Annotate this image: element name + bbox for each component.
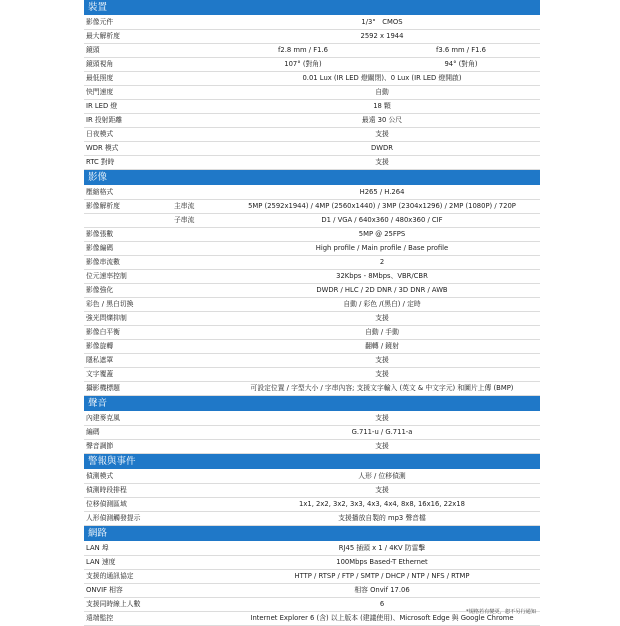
spec-row [84, 100, 540, 114]
spec-row [84, 156, 540, 170]
spec-label: 隱私遮罩 [86, 356, 114, 364]
spec-label: 影像編碼 [86, 244, 114, 252]
spec-label: RTC 對時 [86, 158, 115, 166]
spec-row [84, 542, 540, 556]
spec-label: 攝影機標題 [86, 384, 120, 392]
spec-label: LAN 速度 [86, 558, 116, 566]
spec-value: 18 顆 [373, 102, 391, 110]
spec-value: 最遠 30 公尺 [361, 116, 403, 124]
spec-label: 影像串流數 [86, 258, 120, 266]
spec-row [84, 142, 540, 156]
spec-value: 107° (對角) [284, 60, 322, 68]
spec-value: 6 [379, 600, 385, 608]
spec-value: 94° (對角) [444, 60, 478, 68]
spec-label: 影像元件 [86, 18, 114, 26]
spec-label: IR LED 燈 [86, 102, 118, 110]
spec-value: 支援 [375, 314, 389, 322]
spec-row [84, 326, 540, 340]
spec-value: Internet Explorer 6 (含) 以上版本 (建議使用)、Microsoft Edge 與 Google Chrome [250, 614, 514, 622]
spec-value: f3.6 mm / F1.6 [436, 46, 486, 54]
spec-label: 影像解析度 [86, 202, 120, 210]
spec-row [84, 298, 540, 312]
spec-label: WDR 模式 [86, 144, 119, 152]
spec-value: 支援 [375, 356, 389, 364]
spec-label: 鏡頭 [86, 46, 100, 54]
spec-row [84, 340, 540, 354]
spec-label: 影像強化 [86, 286, 114, 294]
section-header: 聲音 [84, 396, 540, 412]
spec-value: 自動 [375, 88, 389, 96]
spec-row [84, 556, 540, 570]
spec-row [84, 256, 540, 270]
spec-value: 自動 / 彩色 /(黑白) / 定時 [343, 300, 421, 308]
spec-value: 可設定位置 / 字型大小 / 字串內容; 支援文字輸入 (英文 & 中文字元) 和圖片上傳 (BMP) [250, 384, 514, 392]
spec-row [84, 570, 540, 584]
spec-row [84, 270, 540, 284]
spec-row [84, 186, 540, 200]
spec-value: 5MP @ 25FPS [358, 230, 406, 238]
spec-value: 2592 x 1944 [360, 32, 404, 40]
spec-row [84, 30, 540, 44]
spec-value: 翻轉 / 鏡射 [365, 342, 399, 350]
spec-value: DWDR / HLC / 2D DNR / 3D DNR / AWB [316, 286, 448, 294]
spec-label: 偵測時段排程 [86, 486, 127, 494]
spec-row [84, 214, 540, 228]
spec-value: 支援 [375, 486, 389, 494]
spec-row [84, 284, 540, 298]
spec-value: 1/3" CMOS [361, 18, 403, 26]
spec-label: 編碼 [86, 428, 100, 436]
spec-label: 影像張數 [86, 230, 114, 238]
spec-value: 支援 [375, 442, 389, 450]
spec-row [84, 114, 540, 128]
spec-value: 支援 [375, 130, 389, 138]
spec-row [84, 128, 540, 142]
spec-row [84, 440, 540, 454]
spec-value: D1 / VGA / 640x360 / 480x360 / CIF [321, 216, 443, 224]
section-header: 警報與事件 [84, 454, 540, 470]
spec-row [84, 242, 540, 256]
spec-row [84, 228, 540, 242]
spec-value: 32Kbps - 8Mbps、VBR/CBR [336, 272, 428, 280]
spec-label: 強光問爍抑制 [86, 314, 127, 322]
spec-sheet [84, 0, 540, 626]
spec-label: 彩色 / 黑白切換 [86, 300, 134, 308]
spec-value: 0.01 Lux (IR LED 燈關閉)、0 Lux (IR LED 燈開啟) [302, 74, 462, 82]
spec-label: 影像旋轉 [86, 342, 114, 350]
spec-row [84, 16, 540, 30]
spec-value: 相容 Onvif 17.06 [354, 586, 410, 594]
spec-value: 支援播放自製的 mp3 聲音檔 [338, 514, 426, 522]
spec-label: 鏡頭視角 [86, 60, 114, 68]
spec-label: 支援同時線上人數 [86, 600, 141, 608]
spec-row [84, 426, 540, 440]
spec-label: 壓縮格式 [86, 188, 114, 196]
spec-label: 影像白平衡 [86, 328, 120, 336]
footnote: *規格若有變更，恕不另行通知 [466, 609, 537, 615]
spec-value: 100Mbps Based-T Ethernet [336, 558, 428, 566]
spec-row [84, 58, 540, 72]
spec-label: 位移偵測區域 [86, 500, 127, 508]
spec-label: 內建麥克風 [86, 414, 120, 422]
spec-value: 支援 [375, 414, 389, 422]
spec-value: DWDR [371, 144, 393, 152]
spec-row [84, 354, 540, 368]
spec-value: HTTP / RTSP / FTP / SMTP / DHCP / NTP / NFS / RTMP [294, 572, 470, 580]
spec-sublabel: 主串流 [174, 202, 195, 210]
spec-value: 1x1, 2x2, 3x2, 3x3, 4x3, 4x4, 8x8, 16x16, 22x18 [299, 500, 465, 508]
spec-row [84, 484, 540, 498]
section-header: 網路 [84, 526, 540, 542]
spec-label: 聲音調節 [86, 442, 114, 450]
spec-label: 支援的通訊協定 [86, 572, 134, 580]
spec-label: ONVIF 相容 [86, 586, 123, 594]
spec-row [84, 382, 540, 396]
spec-label: 人形偵測觸發提示 [86, 514, 141, 522]
spec-label: LAN 埠 [86, 544, 109, 552]
spec-label: 最低照度 [86, 74, 114, 82]
spec-row [84, 44, 540, 58]
spec-label: 遠端監控 [86, 614, 114, 622]
spec-label: IR 投射距離 [86, 116, 123, 124]
spec-value: f2.8 mm / F1.6 [278, 46, 328, 54]
section-header: 裝置 [84, 0, 540, 16]
spec-row [84, 72, 540, 86]
spec-value: 自動 / 手動 [365, 328, 399, 336]
spec-label: 快門速度 [86, 88, 114, 96]
spec-value: 支援 [375, 370, 389, 378]
spec-label: 日夜模式 [86, 130, 114, 138]
section-header: 影像 [84, 170, 540, 186]
spec-row [84, 584, 540, 598]
spec-label: 文字覆蓋 [86, 370, 114, 378]
spec-row [84, 200, 540, 214]
spec-value: G.711-u / G.711-a [351, 428, 413, 436]
spec-row [84, 498, 540, 512]
spec-value: 2 [379, 258, 385, 266]
spec-row [84, 312, 540, 326]
spec-value: 人形 / 位移偵測 [358, 472, 406, 480]
spec-value: RJ45 插頭 x 1 / 4KV 防雷擊 [338, 544, 426, 552]
spec-row [84, 86, 540, 100]
spec-row [84, 412, 540, 426]
spec-value: 支援 [375, 158, 389, 166]
spec-sublabel: 子串流 [174, 216, 195, 224]
spec-label: 位元速率控制 [86, 272, 127, 280]
spec-label: 最大解析度 [86, 32, 120, 40]
spec-value: High profile / Main profile / Base profile [315, 244, 449, 252]
spec-row [84, 368, 540, 382]
spec-label: 偵測模式 [86, 472, 114, 480]
spec-row [84, 470, 540, 484]
spec-value: H265 / H.264 [359, 188, 405, 196]
spec-value: 5MP (2592x1944) / 4MP (2560x1440) / 3MP (2304x1296) / 2MP (1080P) / 720P [248, 202, 516, 210]
spec-row [84, 512, 540, 526]
